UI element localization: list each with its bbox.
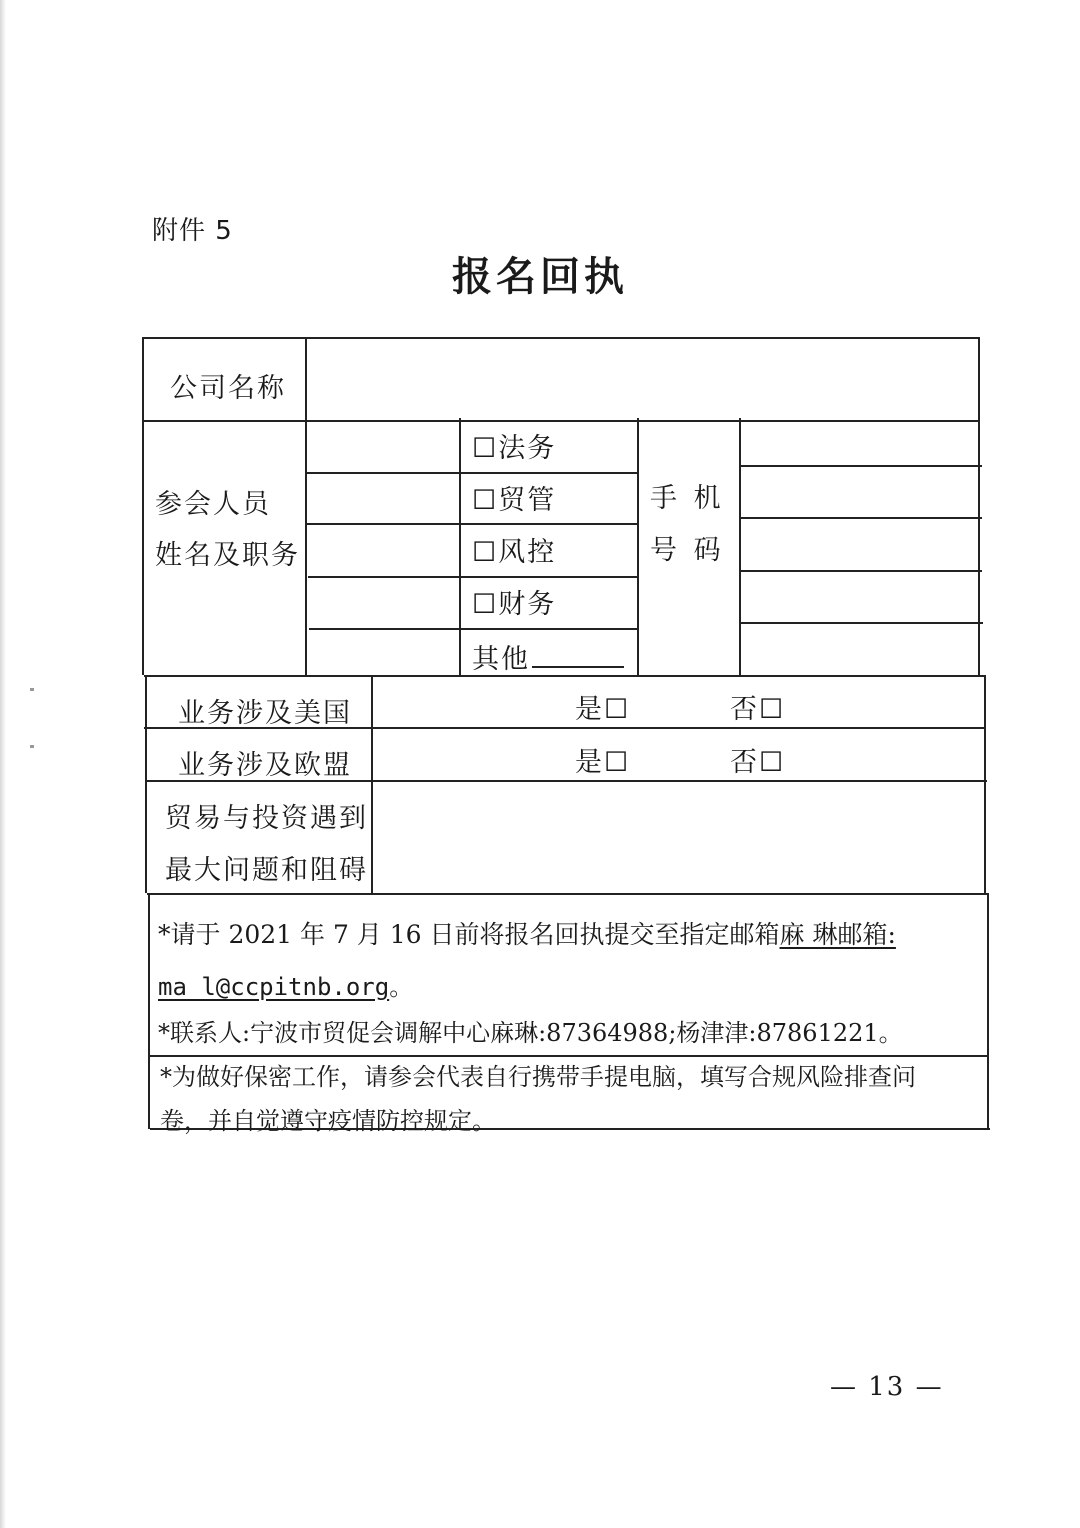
contact-person-line: *联系人:宁波市贸促会调解中心麻琳:87364988;杨津津:87861221。 bbox=[158, 1019, 903, 1047]
table-border-right bbox=[984, 675, 986, 893]
phone-field[interactable] bbox=[743, 521, 977, 568]
attendee-subrow-divider bbox=[309, 628, 639, 630]
us-business-label: 业务涉及美国 bbox=[178, 698, 352, 729]
attendee-name-field[interactable] bbox=[310, 580, 456, 626]
role-option-finance[interactable]: ☐财务 bbox=[472, 589, 557, 620]
role-option-risk[interactable]: ☐风控 bbox=[472, 537, 557, 568]
scan-speck bbox=[30, 688, 34, 691]
submit-deadline-note bbox=[158, 920, 896, 950]
issues-field[interactable] bbox=[376, 784, 982, 890]
phone-subrow-divider bbox=[741, 622, 983, 624]
table-border-left bbox=[148, 893, 150, 1129]
row-divider bbox=[149, 1055, 989, 1057]
table-border-left bbox=[142, 337, 144, 675]
table-border-top bbox=[142, 337, 980, 339]
attendee-name-field[interactable] bbox=[310, 424, 456, 470]
phone-field[interactable] bbox=[743, 574, 977, 620]
table-border-right bbox=[987, 893, 989, 1129]
phone-subrow-divider bbox=[740, 517, 982, 519]
confidential-note-line1: *为做好保密工作，请参会代表自行携带手提电脑，填写合规风险排查问 bbox=[160, 1063, 916, 1091]
attendee-name-field[interactable] bbox=[310, 527, 456, 574]
eu-business-label: 业务涉及欧盟 bbox=[178, 750, 352, 781]
document-title: 报名回执 bbox=[452, 253, 628, 300]
phone-field[interactable] bbox=[743, 469, 977, 515]
company-name-label: 公司名称 bbox=[170, 373, 286, 404]
attendee-name-field[interactable] bbox=[310, 476, 456, 521]
eu-no-option[interactable]: 否☐ bbox=[730, 747, 786, 778]
page-scan-edge bbox=[0, 0, 6, 1528]
phone-subrow-divider bbox=[740, 570, 982, 572]
attendee-label-line1: 参会人员 bbox=[155, 489, 271, 520]
scan-speck bbox=[30, 745, 34, 748]
attendee-subrow-divider bbox=[308, 576, 638, 578]
row-divider bbox=[147, 893, 987, 895]
phone-value-column-divider bbox=[739, 418, 741, 676]
table-border-right bbox=[978, 337, 980, 675]
role-option-other[interactable] bbox=[472, 642, 624, 675]
phone-label-column-divider bbox=[637, 418, 639, 676]
issues-label-line1: 贸易与投资遇到 bbox=[165, 803, 368, 834]
phone-field[interactable] bbox=[743, 420, 977, 463]
page-number: — 13 — bbox=[830, 1372, 944, 1402]
role-option-trade[interactable]: ☐贸管 bbox=[472, 485, 557, 516]
phone-label-line2: 号 码 bbox=[650, 535, 725, 566]
label-column-divider bbox=[371, 675, 373, 893]
us-no-option[interactable]: 否☐ bbox=[730, 694, 786, 725]
attendee-label-line2: 姓名及职务 bbox=[155, 540, 300, 571]
attendee-name-field[interactable] bbox=[312, 632, 456, 674]
role-other-label: 其他 bbox=[472, 644, 530, 675]
table-border-left bbox=[145, 675, 147, 893]
attendee-subrow-divider bbox=[307, 472, 637, 474]
submit-deadline-text: *请于 2021 年 7 月 16 日前将报名回执提交至指定邮箱 bbox=[158, 920, 780, 949]
us-yes-option[interactable]: 是☐ bbox=[575, 694, 631, 725]
eu-yes-option[interactable]: 是☐ bbox=[575, 747, 631, 778]
label-column-divider bbox=[305, 337, 307, 675]
email-line-end: 。 bbox=[389, 973, 414, 1001]
submit-contact: 麻 琳邮箱: bbox=[779, 920, 896, 949]
role-column-divider bbox=[459, 418, 461, 676]
attachment-label: 附件 5 bbox=[152, 216, 233, 246]
role-other-blank[interactable] bbox=[532, 642, 624, 668]
confidential-note-line2: 卷，并自觉遵守疫情防控规定。 bbox=[160, 1107, 496, 1135]
contact-email[interactable]: ma l@ccpitnb.org bbox=[158, 973, 390, 1001]
company-name-field[interactable] bbox=[310, 342, 975, 416]
email-line bbox=[158, 972, 413, 1002]
phone-subrow-divider bbox=[740, 465, 982, 467]
role-option-legal[interactable]: ☐法务 bbox=[472, 433, 557, 464]
phone-label-line1: 手 机 bbox=[650, 483, 725, 514]
row-divider bbox=[144, 675, 986, 677]
issues-label-line2: 最大问题和阻碍 bbox=[165, 855, 368, 886]
attendee-subrow-divider bbox=[307, 523, 638, 525]
phone-field[interactable] bbox=[744, 626, 978, 673]
